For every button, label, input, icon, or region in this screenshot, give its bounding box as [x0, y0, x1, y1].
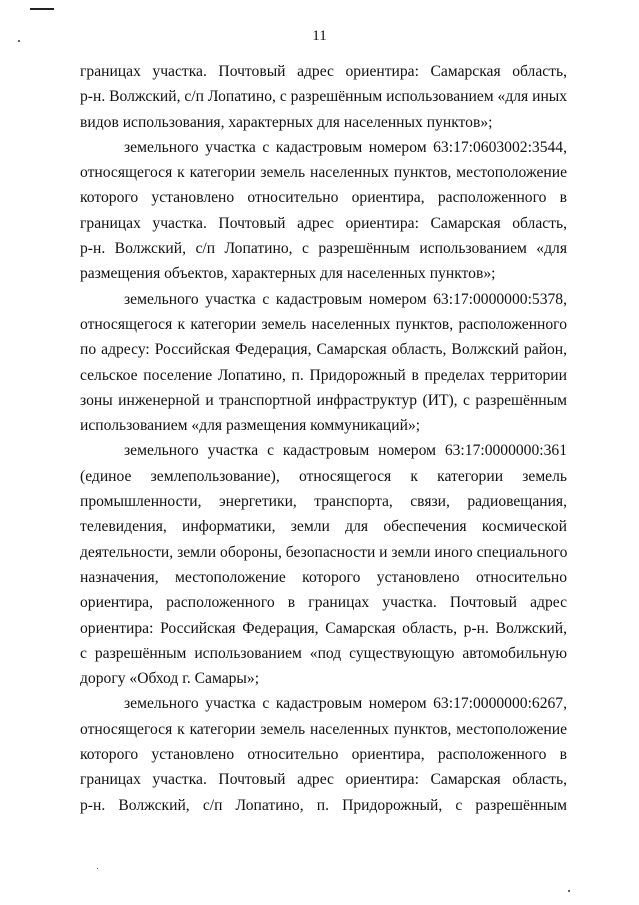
text-line: относящегося к категории земель населенных пунктов, местоположение	[80, 164, 567, 182]
text-line: земельного участка с кадастровым номером 63:17:0000000:5378,	[124, 290, 567, 308]
scan-speck	[568, 890, 570, 892]
text-line: которого установлено относительно ориентира, расположенного в	[80, 746, 567, 764]
text-line: зоны инженерной и транспортной инфраструктур (ИТ), с разрешённым	[80, 391, 567, 409]
text-line: р-н. Волжский, с/п Лопатино, с разрешённым использованием «для	[80, 240, 567, 258]
text-line: использованием «для размещения коммуникаций»;	[80, 417, 421, 435]
page-number: 11	[312, 28, 327, 44]
scan-speck	[97, 868, 98, 869]
text-line: (единое землепользование), относящегося к категории земель	[80, 467, 567, 485]
text-line: промышленности, энергетики, транспорта, связи, радиовещания,	[80, 493, 567, 511]
text-line: ориентира, расположенного в границах участка. Почтовый адрес	[80, 594, 567, 612]
text-line: по адресу: Российская Федерация, Самарская область, Волжский район,	[80, 341, 567, 359]
document-body	[80, 59, 567, 818]
text-line: земельного участка с кадастровым номером 63:17:0000000:361	[124, 442, 567, 460]
text-line: р-н. Волжский, с/п Лопатино, п. Придорожный, с разрешённым	[80, 796, 567, 814]
text-line: относящегося к категории земель населенных пунктов, местоположение	[80, 720, 567, 738]
text-line: границах участка. Почтовый адрес ориентира: Самарская область,	[80, 214, 567, 232]
text-line: ориентира: Российская Федерация, Самарская область, р-н. Волжский,	[80, 619, 567, 637]
text-line: назначения, местоположение которого установлено относительно	[80, 568, 567, 586]
text-line: земельного участка с кадастровым номером 63:17:0000000:6267,	[124, 695, 567, 713]
text-line: границах участка. Почтовый адрес ориентира: Самарская область,	[80, 771, 567, 789]
text-line: с разрешённым использованием «под существующую автомобильную	[80, 644, 567, 662]
text-line: деятельности, земли обороны, безопасности и земли иного специального	[80, 543, 568, 561]
text-line: видов использования, характерных для населенных пунктов»;	[80, 113, 493, 131]
text-line: телевидения, информатики, земли для обеспечения космической	[80, 518, 567, 536]
text-line: земельного участка с кадастровым номером 63:17:0603002:3544,	[124, 138, 567, 156]
text-line: которого установлено относительно ориентира, расположенного в	[80, 189, 567, 207]
text-line: границах участка. Почтовый адрес ориентира: Самарская область,	[80, 63, 567, 80]
text-line: дорогу «Обход г. Самары»;	[80, 670, 260, 688]
scan-corner-mark	[30, 8, 54, 10]
text-line: размещения объектов, характерных для населенных пунктов»;	[80, 265, 496, 283]
text-line: сельское поселение Лопатино, п. Придорожный в пределах территории	[80, 366, 567, 384]
text-line: относящегося к категории земель населенных пунктов, расположенного	[80, 315, 567, 333]
text-line: р-н. Волжский, с/п Лопатино, с разрешённым использованием «для иных	[80, 88, 568, 106]
